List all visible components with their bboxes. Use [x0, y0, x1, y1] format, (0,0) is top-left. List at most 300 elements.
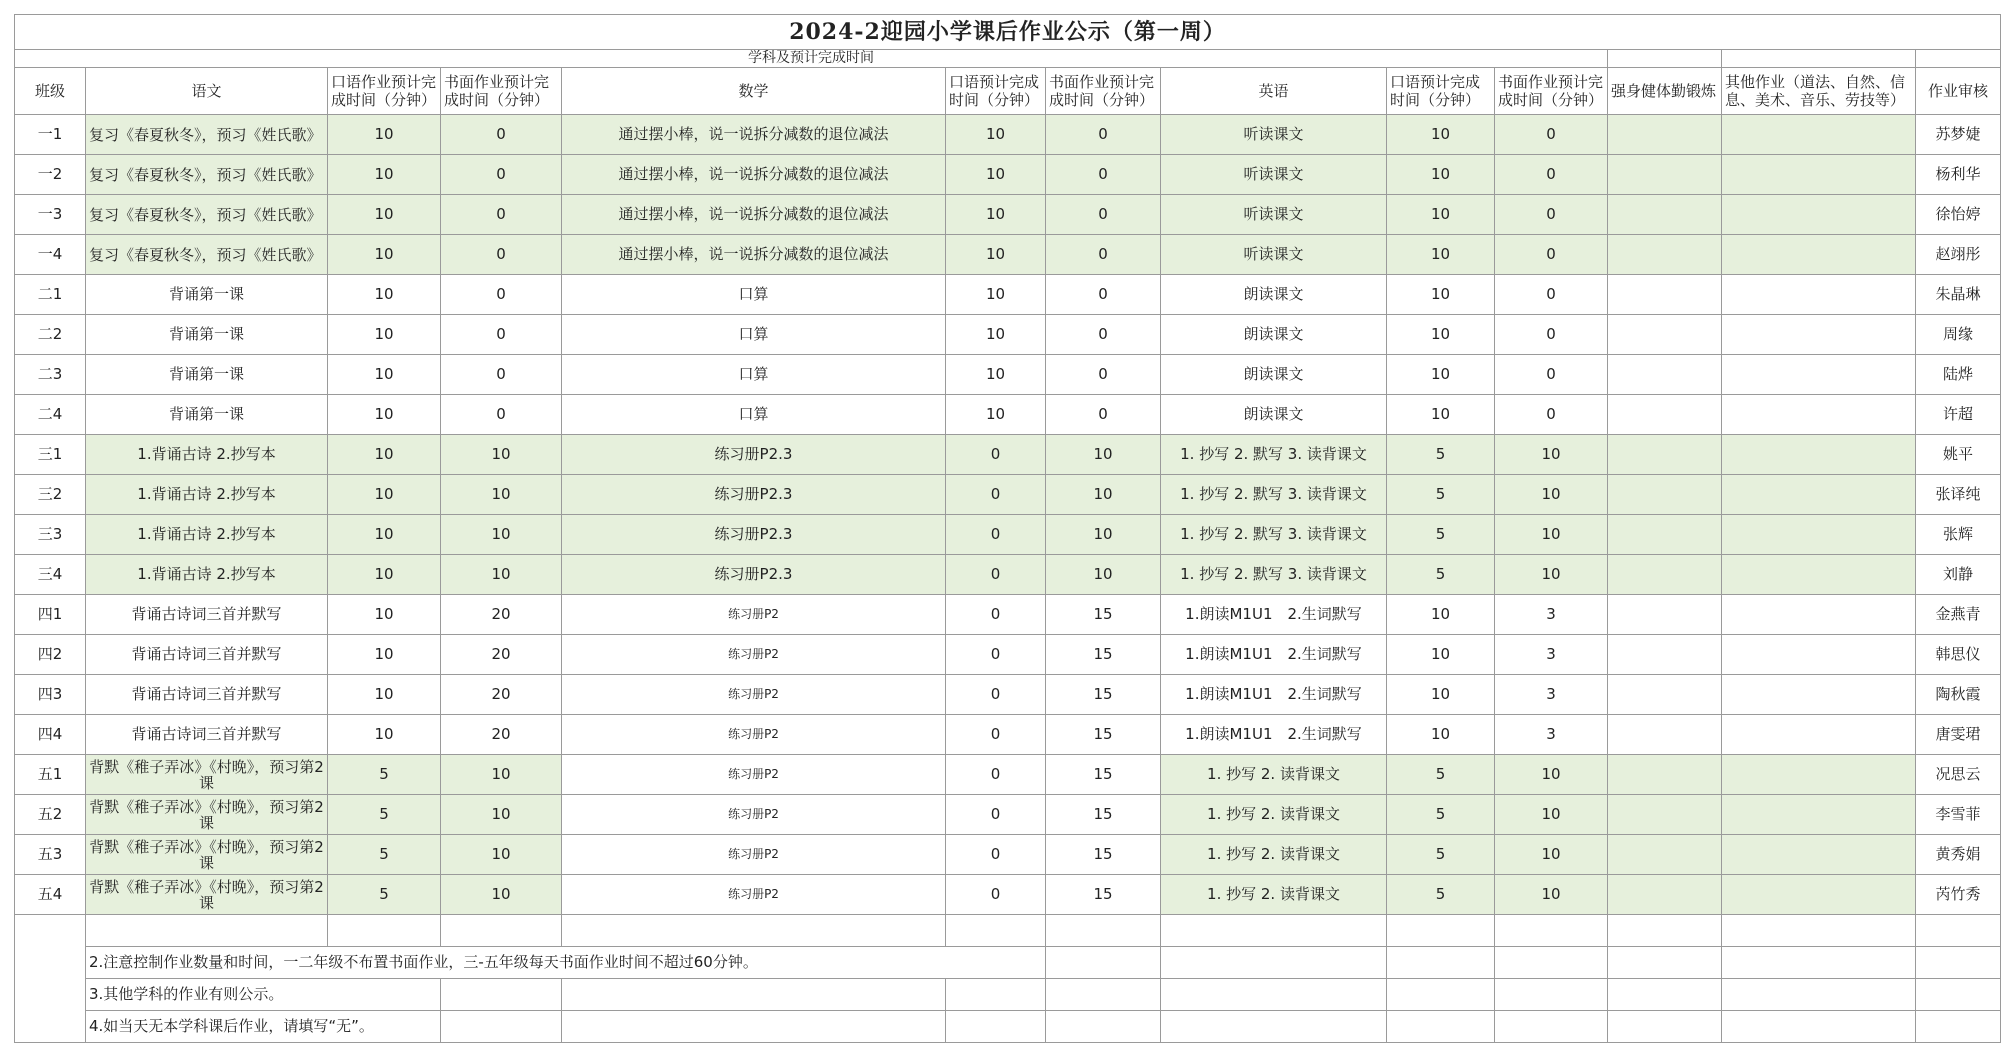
row-chinese: 1.背诵古诗 2.抄写本 — [86, 555, 328, 595]
row-english-written: 0 — [1495, 155, 1608, 195]
header-english-written-time: 书面作业预计完成时间（分钟） — [1495, 68, 1608, 115]
table-row — [15, 835, 2001, 875]
row-english-oral: 5 — [1387, 875, 1495, 915]
row-class: 五4 — [15, 875, 86, 915]
row-english-written: 10 — [1495, 475, 1608, 515]
row-english-oral: 10 — [1387, 595, 1495, 635]
row-math: 练习册P2 — [562, 835, 946, 875]
table-row — [15, 355, 2001, 395]
row-math: 口算 — [562, 315, 946, 355]
row-reviewer: 许超 — [1916, 395, 2001, 435]
row-class: 四4 — [15, 715, 86, 755]
row-english-oral: 5 — [1387, 795, 1495, 835]
row-math-oral: 10 — [946, 275, 1046, 315]
row-chinese: 背诵第一课 — [86, 395, 328, 435]
note-row — [15, 947, 2001, 979]
table-row — [15, 275, 2001, 315]
row-chinese: 1.背诵古诗 2.抄写本 — [86, 475, 328, 515]
note-text: 2.注意控制作业数量和时间，一二年级不布置书面作业，三-五年级每天书面作业时间不超过60分钟。 — [86, 947, 1046, 979]
note-row-blank — [15, 915, 2001, 947]
row-other — [1722, 795, 1916, 835]
row-pe — [1608, 195, 1722, 235]
row-chinese: 背诵古诗词三首并默写 — [86, 635, 328, 675]
page-title: 2024-2迎园小学课后作业公示（第一周） — [15, 15, 2001, 50]
row-math-written: 0 — [1046, 195, 1161, 235]
row-english: 朗读课文 — [1161, 315, 1387, 355]
row-pe — [1608, 475, 1722, 515]
row-reviewer: 张译纯 — [1916, 475, 2001, 515]
row-chinese-written: 20 — [441, 635, 562, 675]
row-chinese-oral: 10 — [328, 555, 441, 595]
empty-cell — [1722, 979, 1916, 1011]
row-english-written: 3 — [1495, 635, 1608, 675]
row-english: 1. 抄写 2. 默写 3. 读背课文 — [1161, 435, 1387, 475]
row-chinese-written: 0 — [441, 235, 562, 275]
row-other — [1722, 475, 1916, 515]
row-other — [1722, 675, 1916, 715]
empty-cell — [1046, 979, 1161, 1011]
row-english-written: 10 — [1495, 835, 1608, 875]
row-math-written: 0 — [1046, 355, 1161, 395]
empty-cell — [1916, 979, 2001, 1011]
table-row — [15, 635, 2001, 675]
row-other — [1722, 155, 1916, 195]
header-chinese: 语文 — [86, 68, 328, 115]
row-math-written: 15 — [1046, 755, 1161, 795]
row-reviewer: 姚平 — [1916, 435, 2001, 475]
row-other — [1722, 875, 1916, 915]
row-math: 练习册P2 — [562, 595, 946, 635]
row-chinese-oral: 10 — [328, 595, 441, 635]
row-pe — [1608, 715, 1722, 755]
row-class: 三2 — [15, 475, 86, 515]
row-math-written: 10 — [1046, 555, 1161, 595]
row-reviewer: 张辉 — [1916, 515, 2001, 555]
row-math-written: 15 — [1046, 715, 1161, 755]
note-text: 4.如当天无本学科课后作业，请填写“无”。 — [86, 1011, 441, 1043]
table-row — [15, 395, 2001, 435]
row-math: 通过摆小棒，说一说拆分减数的退位减法 — [562, 115, 946, 155]
row-math-written: 15 — [1046, 835, 1161, 875]
row-math-oral: 10 — [946, 195, 1046, 235]
row-math-oral: 0 — [946, 595, 1046, 635]
row-chinese-oral: 10 — [328, 395, 441, 435]
row-english-oral: 10 — [1387, 715, 1495, 755]
row-class: 二4 — [15, 395, 86, 435]
row-english-oral: 5 — [1387, 475, 1495, 515]
row-class: 一3 — [15, 195, 86, 235]
row-math-oral: 0 — [946, 875, 1046, 915]
row-math-oral: 0 — [946, 795, 1046, 835]
empty-cell — [1495, 915, 1608, 947]
row-pe — [1608, 595, 1722, 635]
row-chinese-written: 0 — [441, 315, 562, 355]
empty-cell — [1608, 915, 1722, 947]
row-english-oral: 5 — [1387, 755, 1495, 795]
row-reviewer: 朱晶琳 — [1916, 275, 2001, 315]
row-chinese: 1.背诵古诗 2.抄写本 — [86, 435, 328, 475]
row-reviewer: 唐雯珺 — [1916, 715, 2001, 755]
empty-cell — [562, 915, 946, 947]
row-chinese-oral: 10 — [328, 235, 441, 275]
row-reviewer: 李雪菲 — [1916, 795, 2001, 835]
row-math: 练习册P2.3 — [562, 475, 946, 515]
row-english-written: 0 — [1495, 275, 1608, 315]
note-text: 3.其他学科的作业有则公示。 — [86, 979, 441, 1011]
row-english-written: 0 — [1495, 235, 1608, 275]
row-reviewer: 赵翊彤 — [1916, 235, 2001, 275]
table-row — [15, 475, 2001, 515]
row-pe — [1608, 435, 1722, 475]
row-chinese-oral: 10 — [328, 155, 441, 195]
row-math-written: 0 — [1046, 115, 1161, 155]
row-pe — [1608, 275, 1722, 315]
empty-cell — [1722, 50, 1916, 68]
header-chinese-oral-time: 口语作业预计完成时间（分钟） — [328, 68, 441, 115]
row-chinese: 背诵古诗词三首并默写 — [86, 715, 328, 755]
row-reviewer: 黄秀娟 — [1916, 835, 2001, 875]
row-chinese: 背诵古诗词三首并默写 — [86, 595, 328, 635]
row-math: 练习册P2.3 — [562, 515, 946, 555]
row-math-written: 0 — [1046, 275, 1161, 315]
row-math-oral: 0 — [946, 635, 1046, 675]
row-english-written: 10 — [1495, 555, 1608, 595]
row-english-written: 10 — [1495, 755, 1608, 795]
empty-cell — [1387, 979, 1495, 1011]
row-math: 练习册P2.3 — [562, 555, 946, 595]
row-english: 朗读课文 — [1161, 275, 1387, 315]
row-chinese-oral: 10 — [328, 115, 441, 155]
row-math-oral: 10 — [946, 355, 1046, 395]
row-class: 三4 — [15, 555, 86, 595]
row-english-oral: 10 — [1387, 195, 1495, 235]
empty-cell — [1495, 1011, 1608, 1043]
header-math: 数学 — [562, 68, 946, 115]
empty-cell — [1608, 50, 1722, 68]
table-row — [15, 195, 2001, 235]
row-chinese-oral: 5 — [328, 755, 441, 795]
row-other — [1722, 715, 1916, 755]
row-class: 一1 — [15, 115, 86, 155]
row-other — [1722, 515, 1916, 555]
row-chinese-oral: 5 — [328, 795, 441, 835]
empty-cell — [1495, 947, 1608, 979]
empty-cell — [1916, 50, 2001, 68]
row-chinese-written: 10 — [441, 555, 562, 595]
subject-caption-row — [15, 50, 2001, 68]
row-chinese-written: 0 — [441, 355, 562, 395]
row-math: 口算 — [562, 395, 946, 435]
row-math: 练习册P2 — [562, 875, 946, 915]
row-english: 1. 抄写 2. 默写 3. 读背课文 — [1161, 555, 1387, 595]
row-reviewer: 周缘 — [1916, 315, 2001, 355]
row-pe — [1608, 635, 1722, 675]
empty-cell — [946, 979, 1046, 1011]
row-chinese-oral: 10 — [328, 715, 441, 755]
row-chinese-written: 20 — [441, 715, 562, 755]
empty-cell — [1387, 1011, 1495, 1043]
row-other — [1722, 835, 1916, 875]
row-math-written: 15 — [1046, 675, 1161, 715]
row-english: 朗读课文 — [1161, 355, 1387, 395]
row-math-written: 15 — [1046, 635, 1161, 675]
row-english-written: 0 — [1495, 195, 1608, 235]
row-chinese-written: 10 — [441, 795, 562, 835]
row-other — [1722, 755, 1916, 795]
row-other — [1722, 115, 1916, 155]
row-math-oral: 0 — [946, 515, 1046, 555]
row-other — [1722, 195, 1916, 235]
row-english-written: 3 — [1495, 595, 1608, 635]
row-english-oral: 10 — [1387, 275, 1495, 315]
empty-cell — [1495, 979, 1608, 1011]
empty-cell — [562, 979, 946, 1011]
row-math: 通过摆小棒，说一说拆分减数的退位减法 — [562, 235, 946, 275]
row-english-oral: 10 — [1387, 155, 1495, 195]
table-row — [15, 235, 2001, 275]
row-english: 1.朗读M1U1 2.生词默写 — [1161, 715, 1387, 755]
header-chinese-written-time: 书面作业预计完成时间（分钟） — [441, 68, 562, 115]
table-row — [15, 435, 2001, 475]
row-math-oral: 0 — [946, 475, 1046, 515]
row-math-oral: 10 — [946, 315, 1046, 355]
row-chinese: 背诵第一课 — [86, 315, 328, 355]
row-english-written: 10 — [1495, 795, 1608, 835]
row-class: 二3 — [15, 355, 86, 395]
notes-side-cell — [15, 915, 86, 1043]
row-chinese: 背诵第一课 — [86, 355, 328, 395]
row-reviewer: 徐怡婷 — [1916, 195, 2001, 235]
row-english-written: 0 — [1495, 395, 1608, 435]
row-english: 1. 抄写 2. 读背课文 — [1161, 835, 1387, 875]
row-english-oral: 10 — [1387, 635, 1495, 675]
row-english: 朗读课文 — [1161, 395, 1387, 435]
row-chinese: 背默《稚子弄冰》《村晚》，预习第2课 — [86, 755, 328, 795]
table-row — [15, 115, 2001, 155]
row-reviewer: 刘静 — [1916, 555, 2001, 595]
row-chinese: 复习《春夏秋冬》，预习《姓氏歌》 — [86, 235, 328, 275]
row-chinese: 复习《春夏秋冬》，预习《姓氏歌》 — [86, 115, 328, 155]
empty-cell — [328, 915, 441, 947]
row-math-oral: 10 — [946, 395, 1046, 435]
row-math-oral: 0 — [946, 755, 1046, 795]
row-chinese-oral: 10 — [328, 475, 441, 515]
row-class: 四2 — [15, 635, 86, 675]
row-chinese-oral: 10 — [328, 435, 441, 475]
title-row — [15, 15, 2001, 50]
empty-cell — [1161, 1011, 1387, 1043]
row-other — [1722, 395, 1916, 435]
row-chinese-written: 10 — [441, 515, 562, 555]
row-reviewer: 芮竹秀 — [1916, 875, 2001, 915]
row-math-written: 10 — [1046, 435, 1161, 475]
table-row — [15, 315, 2001, 355]
empty-cell — [1722, 1011, 1916, 1043]
row-class: 一2 — [15, 155, 86, 195]
empty-cell — [1608, 1011, 1722, 1043]
row-english: 1.朗读M1U1 2.生词默写 — [1161, 635, 1387, 675]
row-chinese-oral: 10 — [328, 515, 441, 555]
row-other — [1722, 275, 1916, 315]
row-other — [1722, 595, 1916, 635]
row-chinese-oral: 5 — [328, 875, 441, 915]
table-row — [15, 755, 2001, 795]
row-reviewer: 韩思仪 — [1916, 635, 2001, 675]
table-row — [15, 595, 2001, 635]
row-math-oral: 0 — [946, 555, 1046, 595]
row-english-written: 3 — [1495, 675, 1608, 715]
row-english-oral: 10 — [1387, 675, 1495, 715]
row-english: 听读课文 — [1161, 195, 1387, 235]
row-class: 四3 — [15, 675, 86, 715]
row-chinese-written: 10 — [441, 835, 562, 875]
row-class: 三3 — [15, 515, 86, 555]
row-math-oral: 10 — [946, 235, 1046, 275]
empty-cell — [441, 1011, 562, 1043]
row-reviewer: 陆烨 — [1916, 355, 2001, 395]
row-class: 一4 — [15, 235, 86, 275]
row-math: 通过摆小棒，说一说拆分减数的退位减法 — [562, 195, 946, 235]
row-math: 练习册P2 — [562, 635, 946, 675]
row-math-oral: 0 — [946, 835, 1046, 875]
empty-cell — [1916, 915, 2001, 947]
row-math-written: 0 — [1046, 155, 1161, 195]
row-english: 1.朗读M1U1 2.生词默写 — [1161, 595, 1387, 635]
row-math-written: 15 — [1046, 795, 1161, 835]
empty-cell — [1046, 1011, 1161, 1043]
row-english-oral: 10 — [1387, 395, 1495, 435]
row-chinese-written: 0 — [441, 275, 562, 315]
empty-cell — [562, 1011, 946, 1043]
row-chinese: 背默《稚子弄冰》《村晚》，预习第2课 — [86, 875, 328, 915]
row-class: 四1 — [15, 595, 86, 635]
table-row — [15, 155, 2001, 195]
empty-cell — [441, 979, 562, 1011]
row-chinese-written: 10 — [441, 475, 562, 515]
table-row — [15, 675, 2001, 715]
row-reviewer: 陶秋霞 — [1916, 675, 2001, 715]
row-chinese-oral: 5 — [328, 835, 441, 875]
row-english-oral: 10 — [1387, 235, 1495, 275]
table-row — [15, 555, 2001, 595]
row-english: 1.朗读M1U1 2.生词默写 — [1161, 675, 1387, 715]
row-math-written: 0 — [1046, 395, 1161, 435]
row-english-written: 10 — [1495, 515, 1608, 555]
header-other: 其他作业（道法、自然、信息、美术、音乐、劳技等） — [1722, 68, 1916, 115]
row-chinese: 背默《稚子弄冰》《村晚》，预习第2课 — [86, 835, 328, 875]
header-math-oral-time: 口语预计完成时间（分钟） — [946, 68, 1046, 115]
row-chinese-written: 10 — [441, 875, 562, 915]
row-reviewer: 金燕青 — [1916, 595, 2001, 635]
table-body — [15, 115, 2001, 915]
row-chinese-oral: 10 — [328, 315, 441, 355]
row-chinese-oral: 10 — [328, 675, 441, 715]
row-english-written: 10 — [1495, 435, 1608, 475]
row-english-oral: 5 — [1387, 835, 1495, 875]
row-chinese: 1.背诵古诗 2.抄写本 — [86, 515, 328, 555]
empty-cell — [1161, 915, 1387, 947]
row-english: 1. 抄写 2. 默写 3. 读背课文 — [1161, 515, 1387, 555]
table-row — [15, 715, 2001, 755]
row-english: 听读课文 — [1161, 155, 1387, 195]
row-math: 口算 — [562, 275, 946, 315]
row-math: 口算 — [562, 355, 946, 395]
table-row — [15, 875, 2001, 915]
empty-cell — [441, 915, 562, 947]
row-english-written: 0 — [1495, 115, 1608, 155]
row-reviewer: 杨利华 — [1916, 155, 2001, 195]
empty-cell — [1608, 979, 1722, 1011]
row-chinese-oral: 10 — [328, 635, 441, 675]
row-chinese-written: 0 — [441, 155, 562, 195]
row-math-oral: 10 — [946, 115, 1046, 155]
row-pe — [1608, 155, 1722, 195]
row-english: 听读课文 — [1161, 235, 1387, 275]
empty-cell — [1608, 947, 1722, 979]
row-english-written: 0 — [1495, 315, 1608, 355]
empty-cell — [946, 1011, 1046, 1043]
row-math-written: 10 — [1046, 475, 1161, 515]
row-math: 练习册P2 — [562, 675, 946, 715]
row-english: 1. 抄写 2. 读背课文 — [1161, 875, 1387, 915]
row-math-written: 0 — [1046, 235, 1161, 275]
row-chinese-written: 0 — [441, 195, 562, 235]
row-math: 练习册P2 — [562, 795, 946, 835]
header-pe: 强身健体勤锻炼 — [1608, 68, 1722, 115]
row-math-oral: 0 — [946, 435, 1046, 475]
row-other — [1722, 235, 1916, 275]
row-class: 五3 — [15, 835, 86, 875]
header-review: 作业审核 — [1916, 68, 2001, 115]
subject-caption: 学科及预计完成时间 — [15, 50, 1608, 68]
row-chinese-oral: 10 — [328, 195, 441, 235]
row-pe — [1608, 555, 1722, 595]
empty-cell — [1046, 947, 1161, 979]
row-pe — [1608, 835, 1722, 875]
row-math-written: 15 — [1046, 875, 1161, 915]
row-english: 1. 抄写 2. 读背课文 — [1161, 755, 1387, 795]
row-class: 二1 — [15, 275, 86, 315]
row-pe — [1608, 115, 1722, 155]
row-chinese: 背诵古诗词三首并默写 — [86, 675, 328, 715]
row-class: 三1 — [15, 435, 86, 475]
row-english-oral: 10 — [1387, 355, 1495, 395]
row-chinese-written: 20 — [441, 595, 562, 635]
header-english: 英语 — [1161, 68, 1387, 115]
empty-cell — [1161, 979, 1387, 1011]
empty-cell — [86, 915, 328, 947]
row-english-oral: 10 — [1387, 115, 1495, 155]
row-pe — [1608, 675, 1722, 715]
row-class: 二2 — [15, 315, 86, 355]
row-math: 练习册P2 — [562, 715, 946, 755]
row-math-written: 0 — [1046, 315, 1161, 355]
row-math-written: 10 — [1046, 515, 1161, 555]
row-english-written: 10 — [1495, 875, 1608, 915]
row-chinese-written: 20 — [441, 675, 562, 715]
row-reviewer: 苏梦婕 — [1916, 115, 2001, 155]
homework-table — [14, 14, 2001, 1043]
empty-cell — [1046, 915, 1161, 947]
header-class: 班级 — [15, 68, 86, 115]
empty-cell — [1387, 947, 1495, 979]
row-class: 五2 — [15, 795, 86, 835]
row-english-written: 3 — [1495, 715, 1608, 755]
empty-cell — [1387, 915, 1495, 947]
row-pe — [1608, 755, 1722, 795]
row-pe — [1608, 795, 1722, 835]
empty-cell — [1722, 947, 1916, 979]
